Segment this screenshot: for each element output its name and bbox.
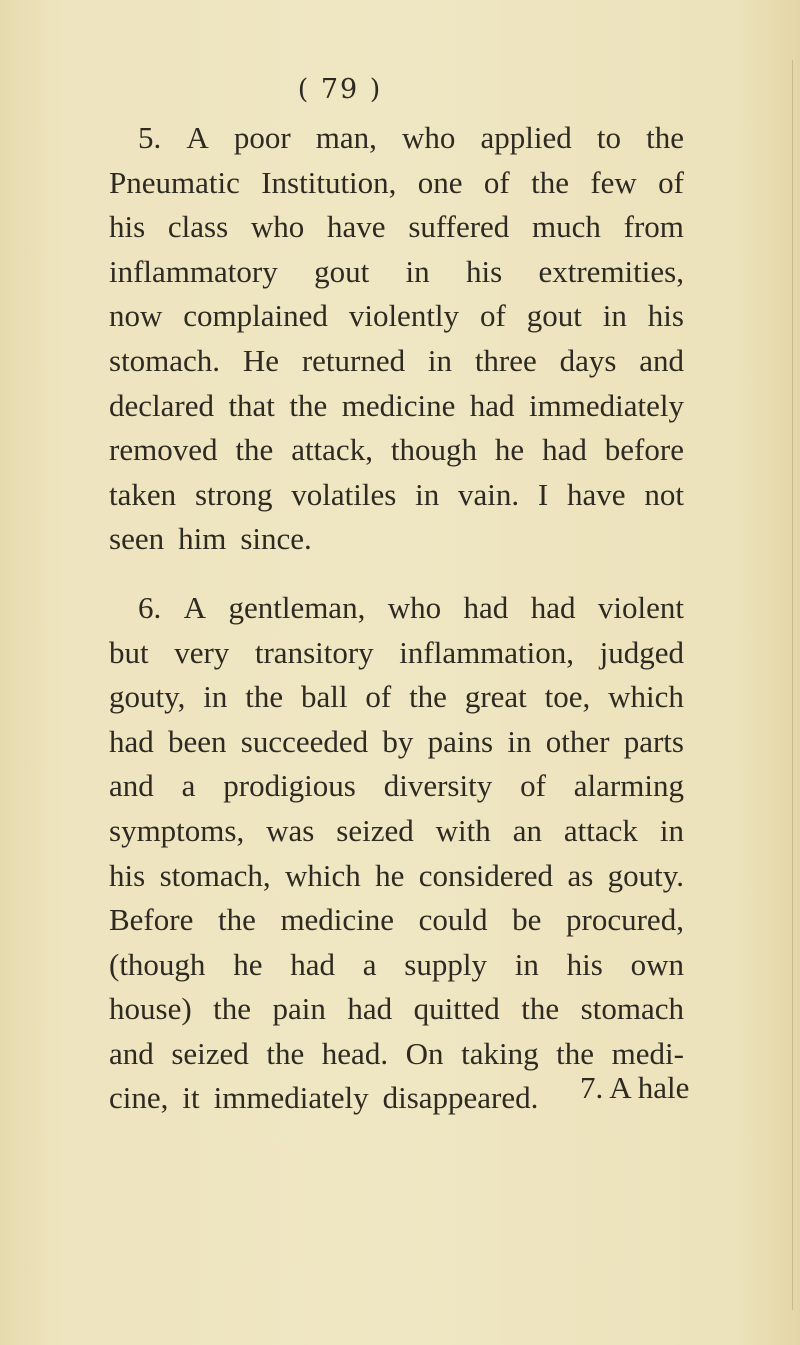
word: seen bbox=[109, 521, 165, 557]
word: head. bbox=[321, 1035, 389, 1071]
word: be bbox=[512, 902, 542, 938]
word: stomach bbox=[580, 991, 684, 1027]
text-line bbox=[109, 205, 684, 250]
word: him bbox=[178, 521, 227, 557]
word: medicine bbox=[341, 387, 456, 423]
word: succeeded bbox=[240, 723, 369, 759]
word: 6. bbox=[138, 589, 162, 625]
word: and bbox=[109, 1035, 154, 1071]
word: his bbox=[465, 253, 503, 289]
word: he bbox=[375, 857, 405, 893]
word: the bbox=[266, 1035, 305, 1071]
word: the bbox=[521, 991, 560, 1027]
word: gout bbox=[526, 298, 582, 334]
text-line bbox=[109, 384, 684, 429]
word: He bbox=[242, 342, 280, 378]
word: Institution, bbox=[261, 164, 397, 200]
text-line bbox=[109, 898, 684, 943]
word: A bbox=[186, 120, 209, 155]
word: taken bbox=[109, 476, 177, 512]
word: been bbox=[168, 723, 227, 759]
word: inflammation, bbox=[399, 634, 575, 670]
word: and bbox=[639, 342, 684, 378]
word: of bbox=[483, 164, 510, 200]
word: volatiles bbox=[291, 476, 397, 512]
word: that bbox=[228, 387, 275, 423]
word: diversity bbox=[383, 768, 493, 804]
word: the bbox=[289, 387, 328, 423]
word: immediately bbox=[529, 387, 684, 423]
word: the bbox=[409, 679, 447, 715]
word: in bbox=[659, 812, 684, 848]
word: attack bbox=[563, 812, 638, 848]
word: had bbox=[290, 946, 335, 982]
word: by bbox=[382, 723, 414, 759]
word: returned bbox=[301, 342, 406, 378]
word: applied bbox=[480, 120, 572, 155]
word: transitory bbox=[254, 634, 374, 670]
word: Before bbox=[109, 902, 194, 938]
text-line bbox=[109, 675, 684, 720]
word: his bbox=[647, 298, 684, 334]
word: in bbox=[203, 679, 228, 715]
word: the bbox=[531, 164, 569, 200]
word: in bbox=[602, 298, 627, 334]
word: violently bbox=[348, 298, 460, 334]
page-edge-shadow bbox=[792, 60, 793, 1310]
word: the bbox=[556, 1035, 595, 1071]
word: medicine bbox=[280, 902, 395, 938]
catchword: 7. A hale bbox=[580, 1070, 690, 1105]
word: (though bbox=[109, 946, 206, 982]
word: own bbox=[630, 946, 684, 982]
word: three bbox=[474, 342, 537, 378]
word: of bbox=[479, 298, 506, 334]
word: he bbox=[494, 432, 525, 468]
word: parts bbox=[623, 723, 684, 759]
text-line bbox=[109, 428, 684, 473]
word: could bbox=[418, 902, 488, 938]
word: who bbox=[387, 589, 442, 625]
text-line bbox=[109, 116, 684, 161]
word: removed bbox=[109, 432, 218, 468]
word: of bbox=[520, 768, 546, 804]
text-line bbox=[109, 854, 684, 899]
text-line bbox=[109, 809, 684, 854]
word: days bbox=[559, 342, 617, 378]
word: gouty, bbox=[109, 679, 186, 715]
word: Pneumatic bbox=[109, 164, 240, 200]
word: which bbox=[285, 857, 361, 893]
word: alarming bbox=[573, 768, 684, 804]
text-line bbox=[109, 631, 684, 676]
word: On bbox=[405, 1035, 444, 1071]
word: with bbox=[435, 812, 491, 848]
word: a bbox=[362, 946, 377, 982]
paragraph-gap bbox=[109, 562, 684, 586]
word: in bbox=[427, 342, 453, 378]
word: quitted bbox=[413, 991, 500, 1027]
word: gout bbox=[314, 253, 370, 289]
word: inflammatory bbox=[109, 253, 278, 289]
word: other bbox=[545, 723, 610, 759]
word: cine, bbox=[109, 1080, 169, 1116]
word: extremities, bbox=[538, 253, 684, 289]
word: one bbox=[417, 164, 463, 200]
word: a bbox=[181, 768, 196, 804]
word: in bbox=[514, 946, 539, 982]
word: poor bbox=[233, 120, 291, 155]
text-line bbox=[109, 720, 684, 765]
paragraph bbox=[109, 116, 684, 562]
word: pain bbox=[272, 991, 326, 1027]
word: which bbox=[608, 679, 684, 715]
word: the bbox=[646, 120, 684, 155]
word: the bbox=[245, 679, 284, 715]
word: man, bbox=[315, 120, 377, 155]
page-number: ( 79 ) bbox=[297, 74, 383, 105]
word: gouty. bbox=[607, 857, 684, 893]
word: attack, bbox=[291, 432, 373, 468]
word: class bbox=[167, 209, 229, 245]
word: very bbox=[174, 634, 230, 670]
word: as bbox=[567, 857, 594, 893]
word: in bbox=[507, 723, 532, 759]
word: the bbox=[217, 902, 256, 938]
word: disappeared. bbox=[382, 1080, 539, 1116]
word: of bbox=[658, 164, 684, 200]
word: who bbox=[250, 209, 305, 245]
word: seized bbox=[171, 1035, 249, 1071]
word: seized bbox=[336, 812, 414, 848]
word: toe, bbox=[544, 679, 591, 715]
text-line bbox=[109, 517, 684, 562]
word: was bbox=[266, 812, 315, 848]
word: few bbox=[590, 164, 637, 200]
word: had bbox=[347, 991, 393, 1027]
word: taking bbox=[461, 1035, 539, 1071]
word: not bbox=[644, 476, 684, 512]
word: had bbox=[463, 589, 509, 625]
text-line bbox=[109, 473, 684, 518]
word: but bbox=[109, 634, 149, 670]
word: much bbox=[532, 209, 601, 245]
word: prodigious bbox=[223, 768, 356, 804]
text-line bbox=[109, 250, 684, 295]
word: since. bbox=[240, 521, 312, 557]
word: pains bbox=[427, 723, 494, 759]
word: from bbox=[623, 209, 684, 245]
word: before bbox=[604, 432, 684, 468]
word: supply bbox=[404, 946, 487, 982]
word: medi- bbox=[611, 1035, 684, 1071]
word: symptoms, bbox=[109, 812, 245, 848]
word: suffered bbox=[408, 209, 510, 245]
word: though bbox=[390, 432, 477, 468]
word: I bbox=[537, 476, 549, 512]
word: declared bbox=[109, 387, 214, 423]
word: his bbox=[566, 946, 603, 982]
word: he bbox=[233, 946, 263, 982]
word: house) bbox=[109, 991, 192, 1027]
word: stomach, bbox=[159, 857, 271, 893]
word: violent bbox=[597, 589, 684, 625]
paragraph bbox=[109, 586, 684, 1121]
word: vain. bbox=[458, 476, 520, 512]
text-line bbox=[109, 943, 684, 988]
word: had bbox=[109, 723, 154, 759]
text-line bbox=[109, 339, 684, 384]
word: have bbox=[327, 209, 386, 245]
word: the bbox=[213, 991, 252, 1027]
word: and bbox=[109, 768, 154, 804]
body-text bbox=[109, 116, 684, 1121]
word: have bbox=[567, 476, 626, 512]
word: complained bbox=[183, 298, 328, 334]
word: who bbox=[402, 120, 456, 155]
word: had bbox=[542, 432, 587, 468]
text-line bbox=[109, 586, 684, 631]
word: immediately bbox=[213, 1080, 369, 1116]
word: procured, bbox=[566, 902, 684, 938]
text-line bbox=[109, 294, 684, 339]
word: in bbox=[415, 476, 440, 512]
text-line bbox=[109, 764, 684, 809]
word: had bbox=[530, 589, 576, 625]
word: A bbox=[183, 589, 207, 625]
text-line bbox=[109, 161, 684, 206]
word: his bbox=[109, 857, 146, 893]
word: gentleman, bbox=[228, 589, 366, 625]
word: ball bbox=[300, 679, 348, 715]
word: an bbox=[512, 812, 542, 848]
word: his bbox=[109, 209, 146, 245]
word: stomach. bbox=[109, 342, 221, 378]
word: had bbox=[469, 387, 515, 423]
word: in bbox=[405, 253, 430, 289]
word: of bbox=[365, 679, 392, 715]
word: strong bbox=[194, 476, 273, 512]
word: considered bbox=[418, 857, 554, 893]
word: 5. bbox=[138, 120, 162, 155]
word: judged bbox=[599, 634, 684, 670]
word: it bbox=[182, 1080, 200, 1116]
word: great bbox=[464, 679, 527, 715]
text-line bbox=[109, 987, 684, 1032]
word: the bbox=[235, 432, 274, 468]
word: now bbox=[109, 298, 163, 334]
word: to bbox=[596, 120, 622, 155]
